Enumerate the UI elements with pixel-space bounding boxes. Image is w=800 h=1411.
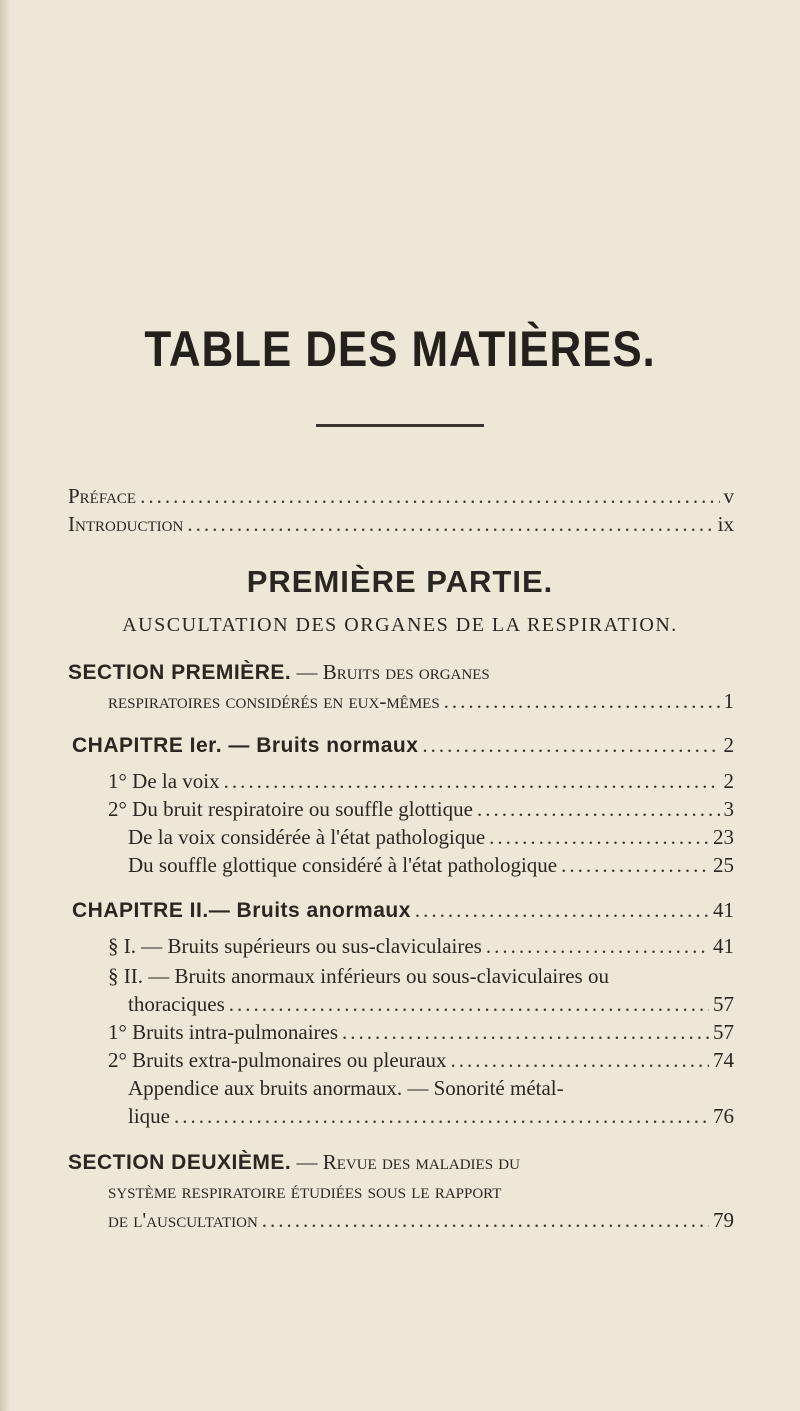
chapter-1-heading: [72, 733, 418, 758]
toc-page: 41: [713, 934, 734, 958]
leader-dots: [224, 769, 720, 794]
toc-page: 57: [713, 992, 734, 1016]
toc-label: § I. — Bruits supérieurs ou sus-claviculaires: [108, 934, 482, 958]
chapter-2-title: — Bruits anormaux: [208, 899, 411, 922]
section-2-title: — Revue des maladies du: [291, 1150, 520, 1174]
section-2-lead: SECTION DEUXIÈME.: [68, 1151, 292, 1174]
toc-label: Du souffle glottique considéré à l'état pathologique: [128, 853, 558, 877]
toc-entry: [108, 769, 734, 794]
toc-entry: [108, 1048, 734, 1073]
toc-entry: [128, 1104, 734, 1129]
toc-page: 79: [713, 1208, 734, 1232]
toc-page: 2: [723, 769, 734, 793]
toc-entry: [128, 853, 734, 878]
toc-page: v: [723, 484, 734, 508]
toc-label: thoraciques: [128, 992, 225, 1016]
toc-entry-preface: [68, 484, 734, 509]
chapter-1-lead: CHAPITRE Ier.: [72, 734, 223, 757]
toc-entry: [128, 825, 734, 850]
toc-label: 1° De la voix: [108, 769, 220, 793]
chapter-2-lead: CHAPITRE II.: [72, 899, 209, 922]
title-rule: [316, 424, 484, 427]
page-title: TABLE DES MATIÈRES.: [144, 321, 656, 377]
section-2-line: système respiratoire étudiées sous le rapport: [108, 1179, 502, 1203]
toc-entry-line: § II. — Bruits anormaux inférieurs ou sous-claviculaires ou: [108, 964, 609, 988]
toc-page: 3: [723, 797, 734, 821]
leader-dots: [174, 1104, 709, 1129]
leader-dots: [140, 484, 719, 509]
section-1-heading: [68, 660, 490, 685]
section-2-heading: [68, 1150, 520, 1175]
leader-dots: [342, 1020, 709, 1045]
toc-label: 1° Bruits intra-pulmonaires: [108, 1020, 339, 1044]
leader-dots: [422, 733, 719, 758]
toc-page: 1: [723, 689, 734, 713]
part-subheading: AUSCULTATION DES ORGANES DE LA RESPIRATION.: [122, 614, 678, 636]
leader-dots: [450, 1048, 709, 1073]
toc-label: 2° Du bruit respiratoire ou souffle glottique: [108, 797, 473, 821]
leader-dots: [561, 853, 709, 878]
toc-entry: [108, 797, 734, 822]
toc-entry: [108, 1020, 734, 1045]
leader-dots: [444, 689, 720, 714]
toc-page: 2: [723, 733, 734, 757]
chapter-1-title: — Bruits normaux: [222, 734, 419, 757]
chapter-2-heading: [72, 898, 411, 923]
toc-entry-chapter-2: [72, 898, 734, 923]
leader-dots: [187, 512, 713, 537]
toc-label: de l'auscultation: [108, 1208, 258, 1232]
toc-page: 23: [713, 825, 734, 849]
section-1-lead: SECTION PREMIÈRE.: [68, 661, 292, 684]
leader-dots: [262, 1208, 709, 1233]
toc-page: 74: [713, 1048, 734, 1072]
leader-dots: [229, 992, 709, 1017]
toc-entry-chapter-1: [72, 733, 734, 758]
toc-label: Introduction: [68, 512, 184, 536]
toc-page: 41: [713, 898, 734, 922]
toc-label: respiratoires considérés en eux-mêmes: [108, 689, 440, 713]
toc-page: ix: [717, 512, 734, 536]
toc-entry: [128, 992, 734, 1017]
leader-dots: [486, 934, 709, 959]
toc-page: 25: [713, 853, 734, 877]
toc-page: 76: [713, 1104, 734, 1128]
toc-entry: [108, 934, 734, 959]
leader-dots: [477, 797, 720, 822]
toc-label: 2° Bruits extra-pulmonaires ou pleuraux: [108, 1048, 447, 1072]
toc-entry-introduction: [68, 512, 734, 537]
toc-label: lique: [128, 1104, 170, 1128]
part-heading: PREMIÈRE PARTIE.: [246, 564, 554, 599]
toc-entry-section-1: [108, 689, 734, 714]
leader-dots: [415, 898, 709, 923]
leader-dots: [489, 825, 709, 850]
toc-label: Préface: [68, 484, 137, 508]
toc-entry-line: Appendice aux bruits anormaux. — Sonorité métal-: [128, 1076, 564, 1100]
toc-entry-section-2: [108, 1208, 734, 1233]
section-1-title: — Bruits des organes: [291, 660, 490, 684]
page-edge-shadow: [0, 0, 10, 1411]
toc-page: 57: [713, 1020, 734, 1044]
toc-label: De la voix considérée à l'état pathologique: [128, 825, 486, 849]
